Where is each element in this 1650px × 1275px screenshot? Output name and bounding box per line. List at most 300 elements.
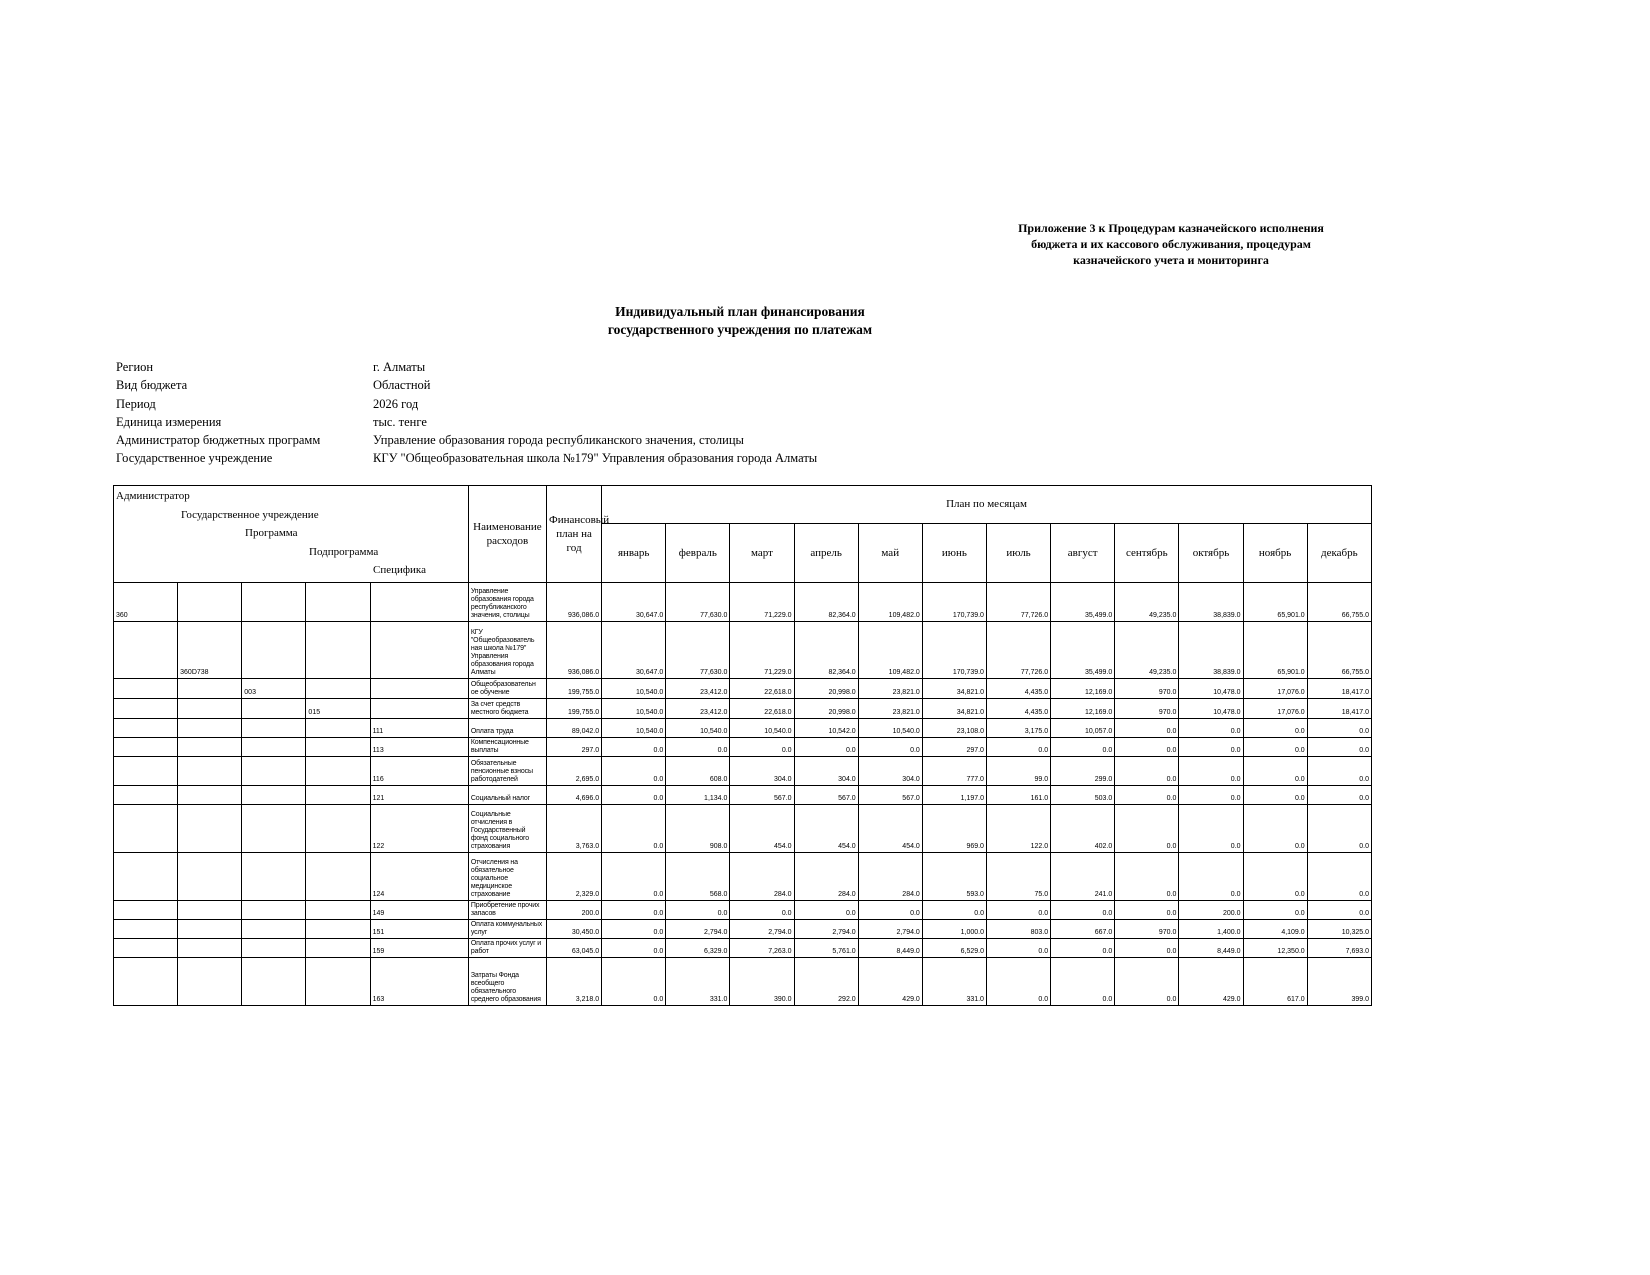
month-header: июнь (922, 523, 986, 582)
month-header: май (858, 523, 922, 582)
program-code (242, 804, 306, 852)
month-value: 38,839.0 (1179, 582, 1243, 621)
month-value: 503.0 (1051, 785, 1115, 804)
month-value: 0.0 (986, 957, 1050, 1005)
month-value: 0.0 (986, 900, 1050, 919)
subprogram-code (306, 852, 370, 900)
month-value: 75.0 (986, 852, 1050, 900)
month-value: 454.0 (858, 804, 922, 852)
month-value: 65,901.0 (1243, 621, 1307, 678)
month-value: 299.0 (1051, 756, 1115, 785)
info-label: Администратор бюджетных программ (116, 433, 321, 448)
year-plan-value: 3,763.0 (547, 804, 602, 852)
year-plan-value: 30,450.0 (547, 919, 602, 938)
month-value: 109,482.0 (858, 621, 922, 678)
program-code (242, 621, 306, 678)
expense-name: Оплата коммунальных услуг (468, 919, 546, 938)
institution-code (178, 756, 242, 785)
table-row (114, 678, 1372, 698)
month-value: 161.0 (986, 785, 1050, 804)
month-value: 0.0 (1179, 718, 1243, 737)
month-value: 567.0 (858, 785, 922, 804)
month-value: 30,647.0 (602, 582, 666, 621)
program-code (242, 756, 306, 785)
month-value: 200.0 (1179, 900, 1243, 919)
month-value: 71,229.0 (730, 582, 794, 621)
financing-plan-table (113, 485, 1372, 1006)
administrator-code (114, 938, 178, 957)
title-line-1: Индивидуальный план финансирования (615, 304, 865, 319)
info-value: 2026 год (373, 396, 419, 411)
info-row-region (116, 358, 817, 376)
month-value: 567.0 (730, 785, 794, 804)
month-value: 0.0 (1179, 756, 1243, 785)
info-label: Единица измерения (116, 414, 222, 429)
program-code (242, 938, 306, 957)
info-label: Вид бюджета (116, 378, 188, 393)
expense-name: КГУ "Общеобразователь ная школа №179" Управления образования города Алматы (468, 621, 546, 678)
table-row (114, 698, 1372, 718)
month-value: 0.0 (602, 756, 666, 785)
month-value: 0.0 (1051, 900, 1115, 919)
month-value: 0.0 (666, 900, 730, 919)
subprogram-code (306, 938, 370, 957)
table-row (114, 621, 1372, 678)
expense-name: Приобретение прочих запасов (468, 900, 546, 919)
subprogram-code (306, 582, 370, 621)
month-value: 23,412.0 (666, 698, 730, 718)
subprogram-code (306, 957, 370, 1005)
administrator-code (114, 804, 178, 852)
month-value: 0.0 (1307, 785, 1371, 804)
specifics-code: 124 (370, 852, 468, 900)
month-value: 77,630.0 (666, 621, 730, 678)
subprogram-code (306, 621, 370, 678)
month-value: 454.0 (794, 804, 858, 852)
institution-code (178, 804, 242, 852)
month-value: 0.0 (1307, 900, 1371, 919)
subprogram-code (306, 756, 370, 785)
month-value: 18,417.0 (1307, 678, 1371, 698)
month-value: 17,076.0 (1243, 698, 1307, 718)
hier-label-program: Программа (245, 527, 298, 539)
specifics-code: 113 (370, 737, 468, 756)
institution-code (178, 785, 242, 804)
month-value: 593.0 (922, 852, 986, 900)
year-plan-value: 3,218.0 (547, 957, 602, 1005)
program-code (242, 785, 306, 804)
month-value: 608.0 (666, 756, 730, 785)
month-value: 399.0 (1307, 957, 1371, 1005)
expense-name: Социальные отчисления в Государственный фонд социального страхования (468, 804, 546, 852)
month-value: 0.0 (1115, 785, 1179, 804)
month-value: 10,540.0 (730, 718, 794, 737)
month-header: ноябрь (1243, 523, 1307, 582)
info-row-administrator (116, 431, 817, 449)
month-value: 0.0 (1307, 756, 1371, 785)
month-value: 2,794.0 (794, 919, 858, 938)
subprogram-code (306, 804, 370, 852)
year-plan-value: 2,695.0 (547, 756, 602, 785)
month-value: 0.0 (602, 938, 666, 957)
month-value: 22,618.0 (730, 698, 794, 718)
month-value: 23,412.0 (666, 678, 730, 698)
table-row (114, 804, 1372, 852)
month-value: 18,417.0 (1307, 698, 1371, 718)
specifics-code: 149 (370, 900, 468, 919)
month-value: 20,998.0 (794, 698, 858, 718)
month-value: 0.0 (1179, 785, 1243, 804)
month-value: 30,647.0 (602, 621, 666, 678)
month-value: 170,739.0 (922, 582, 986, 621)
program-code (242, 919, 306, 938)
month-value: 8,449.0 (1179, 938, 1243, 957)
header-row-top (114, 486, 1372, 524)
month-header: январь (602, 523, 666, 582)
expense-name: За счет средств местного бюджета (468, 698, 546, 718)
month-value: 23,821.0 (858, 678, 922, 698)
info-value: тыс. тенге (373, 414, 427, 429)
month-value: 12,169.0 (1051, 698, 1115, 718)
month-value: 0.0 (1115, 737, 1179, 756)
month-value: 0.0 (1179, 852, 1243, 900)
month-value: 777.0 (922, 756, 986, 785)
month-header: октябрь (1179, 523, 1243, 582)
subprogram-code (306, 737, 370, 756)
month-value: 82,364.0 (794, 621, 858, 678)
month-value: 1,400.0 (1179, 919, 1243, 938)
month-value: 0.0 (1243, 737, 1307, 756)
hier-label-administrator: Администратор (116, 490, 190, 502)
month-value: 5,761.0 (794, 938, 858, 957)
month-value: 77,630.0 (666, 582, 730, 621)
col-header-monthly-plan: План по месяцам (602, 486, 1372, 524)
month-value: 0.0 (1115, 718, 1179, 737)
month-value: 0.0 (858, 900, 922, 919)
institution-code (178, 957, 242, 1005)
year-plan-value: 89,042.0 (547, 718, 602, 737)
month-value: 390.0 (730, 957, 794, 1005)
month-value: 34,821.0 (922, 678, 986, 698)
month-value: 23,821.0 (858, 698, 922, 718)
month-value: 0.0 (1307, 718, 1371, 737)
month-value: 284.0 (794, 852, 858, 900)
month-value: 0.0 (730, 900, 794, 919)
month-value: 8,449.0 (858, 938, 922, 957)
info-value: КГУ "Общеобразовательная школа №179" Управления образования города Алматы (373, 451, 818, 466)
table-row (114, 785, 1372, 804)
hierarchy-header (114, 486, 469, 583)
table-row (114, 737, 1372, 756)
month-value: 7,263.0 (730, 938, 794, 957)
month-value: 0.0 (1243, 900, 1307, 919)
month-value: 0.0 (1115, 900, 1179, 919)
info-row-period (116, 395, 817, 413)
administrator-code (114, 678, 178, 698)
year-plan-value: 63,045.0 (547, 938, 602, 957)
table-row (114, 582, 1372, 621)
month-value: 970.0 (1115, 919, 1179, 938)
month-header: февраль (666, 523, 730, 582)
table-row (114, 718, 1372, 737)
institution-code (178, 900, 242, 919)
month-value: 77,726.0 (986, 582, 1050, 621)
administrator-code (114, 718, 178, 737)
month-value: 10,057.0 (1051, 718, 1115, 737)
month-value: 429.0 (858, 957, 922, 1005)
month-value: 0.0 (602, 900, 666, 919)
info-block (116, 358, 817, 468)
institution-code (178, 582, 242, 621)
month-value: 82,364.0 (794, 582, 858, 621)
administrator-code (114, 900, 178, 919)
program-code (242, 718, 306, 737)
month-value: 12,350.0 (1243, 938, 1307, 957)
month-value: 0.0 (602, 785, 666, 804)
month-value: 284.0 (730, 852, 794, 900)
program-code (242, 900, 306, 919)
month-value: 4,109.0 (1243, 919, 1307, 938)
month-value: 10,540.0 (602, 698, 666, 718)
institution-code (178, 698, 242, 718)
month-header: апрель (794, 523, 858, 582)
month-value: 10,540.0 (602, 678, 666, 698)
expense-name: Компенсационные выплаты (468, 737, 546, 756)
month-value: 66,755.0 (1307, 621, 1371, 678)
month-value: 0.0 (1179, 804, 1243, 852)
month-value: 10,542.0 (794, 718, 858, 737)
table-row (114, 756, 1372, 785)
month-value: 10,540.0 (666, 718, 730, 737)
month-value: 0.0 (1307, 852, 1371, 900)
appendix-line-1: Приложение 3 к Процедурам казначейского исполнения (1018, 221, 1324, 235)
specifics-code: 163 (370, 957, 468, 1005)
institution-code (178, 678, 242, 698)
subprogram-code (306, 900, 370, 919)
specifics-code: 159 (370, 938, 468, 957)
title-line-2: государственного учреждения по платежам (607, 322, 873, 337)
table-row (114, 938, 1372, 957)
month-value: 0.0 (602, 919, 666, 938)
month-value: 284.0 (858, 852, 922, 900)
specifics-code (370, 698, 468, 718)
specifics-code: 122 (370, 804, 468, 852)
month-value: 0.0 (1307, 804, 1371, 852)
month-value: 4,435.0 (986, 698, 1050, 718)
administrator-code (114, 698, 178, 718)
info-value: Управление образования города республиканского значения, столицы (373, 433, 744, 448)
month-value: 0.0 (1243, 756, 1307, 785)
administrator-code: 360 (114, 582, 178, 621)
administrator-code (114, 621, 178, 678)
month-value: 331.0 (666, 957, 730, 1005)
month-value: 4,435.0 (986, 678, 1050, 698)
month-value: 0.0 (1115, 804, 1179, 852)
expense-name: Обязательные пенсионные взносы работодателей (468, 756, 546, 785)
expense-name: Затраты Фонда всеобщего обязательного среднего образования (468, 957, 546, 1005)
month-value: 20,998.0 (794, 678, 858, 698)
institution-code (178, 852, 242, 900)
month-value: 0.0 (1115, 852, 1179, 900)
month-value: 0.0 (666, 737, 730, 756)
month-value: 0.0 (1115, 756, 1179, 785)
month-value: 0.0 (602, 804, 666, 852)
month-value: 17,076.0 (1243, 678, 1307, 698)
administrator-code (114, 957, 178, 1005)
month-value: 22,618.0 (730, 678, 794, 698)
month-header: август (1051, 523, 1115, 582)
month-value: 0.0 (1051, 938, 1115, 957)
month-value: 0.0 (1307, 737, 1371, 756)
month-header: март (730, 523, 794, 582)
month-value: 969.0 (922, 804, 986, 852)
month-value: 3,175.0 (986, 718, 1050, 737)
expense-name: Управление образования города республиканского значения, столицы (468, 582, 546, 621)
hier-label-specifics: Специфика (373, 564, 426, 576)
month-header: сентябрь (1115, 523, 1179, 582)
month-value: 0.0 (794, 900, 858, 919)
month-value: 34,821.0 (922, 698, 986, 718)
month-value: 0.0 (1243, 804, 1307, 852)
info-label: Регион (116, 360, 154, 374)
month-value: 35,499.0 (1051, 621, 1115, 678)
appendix-line-3: казначейского учета и мониторинга (1073, 253, 1269, 267)
specifics-code (370, 621, 468, 678)
info-row-unit (116, 413, 817, 431)
month-value: 304.0 (858, 756, 922, 785)
month-value: 667.0 (1051, 919, 1115, 938)
month-value: 77,726.0 (986, 621, 1050, 678)
program-code (242, 582, 306, 621)
month-value: 970.0 (1115, 698, 1179, 718)
month-value: 10,325.0 (1307, 919, 1371, 938)
month-value: 0.0 (986, 938, 1050, 957)
subprogram-code: 015 (306, 698, 370, 718)
month-value: 1,134.0 (666, 785, 730, 804)
administrator-code (114, 737, 178, 756)
expense-name: Оплата прочих услуг и работ (468, 938, 546, 957)
appendix-line-2: бюджета и их кассового обслуживания, процедурам (1031, 237, 1311, 251)
document-title (440, 303, 1040, 339)
month-value: 0.0 (922, 900, 986, 919)
institution-code: 360D738 (178, 621, 242, 678)
month-value: 0.0 (1243, 852, 1307, 900)
expense-name: Общеобразовательн ое обучение (468, 678, 546, 698)
month-value: 1,000.0 (922, 919, 986, 938)
month-value: 10,478.0 (1179, 678, 1243, 698)
specifics-code: 116 (370, 756, 468, 785)
info-row-institution (116, 449, 817, 467)
specifics-code (370, 582, 468, 621)
month-value: 292.0 (794, 957, 858, 1005)
month-value: 241.0 (1051, 852, 1115, 900)
month-value: 0.0 (794, 737, 858, 756)
month-header: июль (986, 523, 1050, 582)
month-value: 429.0 (1179, 957, 1243, 1005)
month-value: 1,197.0 (922, 785, 986, 804)
month-value: 2,794.0 (858, 919, 922, 938)
program-code (242, 957, 306, 1005)
month-value: 6,329.0 (666, 938, 730, 957)
month-value: 0.0 (1051, 957, 1115, 1005)
institution-code (178, 938, 242, 957)
month-value: 0.0 (1243, 718, 1307, 737)
program-code (242, 737, 306, 756)
month-value: 65,901.0 (1243, 582, 1307, 621)
month-value: 49,235.0 (1115, 582, 1179, 621)
month-value: 23,108.0 (922, 718, 986, 737)
month-value: 0.0 (1051, 737, 1115, 756)
month-value: 2,794.0 (730, 919, 794, 938)
month-value: 454.0 (730, 804, 794, 852)
month-value: 10,478.0 (1179, 698, 1243, 718)
info-label: Период (116, 396, 156, 411)
month-value: 38,839.0 (1179, 621, 1243, 678)
table-row (114, 852, 1372, 900)
administrator-code (114, 756, 178, 785)
administrator-code (114, 785, 178, 804)
program-code: 003 (242, 678, 306, 698)
month-value: 2,794.0 (666, 919, 730, 938)
month-value: 0.0 (602, 852, 666, 900)
col-header-name: Наименование расходов (468, 486, 546, 583)
hier-label-institution: Государственное учреждение (181, 508, 319, 521)
month-value: 66,755.0 (1307, 582, 1371, 621)
month-value: 304.0 (730, 756, 794, 785)
year-plan-value: 199,755.0 (547, 678, 602, 698)
info-label: Государственное учреждение (116, 451, 273, 466)
month-value: 617.0 (1243, 957, 1307, 1005)
month-value: 567.0 (794, 785, 858, 804)
administrator-code (114, 919, 178, 938)
subprogram-code (306, 678, 370, 698)
expense-name: Социальный налог (468, 785, 546, 804)
month-value: 0.0 (730, 737, 794, 756)
month-value: 122.0 (986, 804, 1050, 852)
subprogram-code (306, 785, 370, 804)
month-value: 10,540.0 (858, 718, 922, 737)
year-plan-value: 199,755.0 (547, 698, 602, 718)
col-header-year-plan: Финансовый план на год (547, 486, 602, 583)
program-code (242, 698, 306, 718)
month-value: 12,169.0 (1051, 678, 1115, 698)
hier-label-subprogram: Подпрограмма (309, 545, 379, 558)
month-value: 10,540.0 (602, 718, 666, 737)
month-value: 0.0 (1179, 737, 1243, 756)
month-value: 6,529.0 (922, 938, 986, 957)
month-value: 568.0 (666, 852, 730, 900)
month-value: 0.0 (986, 737, 1050, 756)
month-value: 0.0 (858, 737, 922, 756)
program-code (242, 852, 306, 900)
year-plan-value: 200.0 (547, 900, 602, 919)
year-plan-value: 936,086.0 (547, 621, 602, 678)
expense-name: Отчисления на обязательное социальное медицинское страхование (468, 852, 546, 900)
month-header: декабрь (1307, 523, 1371, 582)
table-row (114, 957, 1372, 1005)
month-value: 99.0 (986, 756, 1050, 785)
month-value: 908.0 (666, 804, 730, 852)
subprogram-code (306, 919, 370, 938)
info-value: г. Алматы (373, 360, 426, 374)
year-plan-value: 936,086.0 (547, 582, 602, 621)
month-value: 970.0 (1115, 678, 1179, 698)
info-row-budget-type (116, 376, 817, 394)
institution-code (178, 919, 242, 938)
month-value: 71,229.0 (730, 621, 794, 678)
specifics-code: 121 (370, 785, 468, 804)
info-value: Областной (373, 378, 431, 393)
